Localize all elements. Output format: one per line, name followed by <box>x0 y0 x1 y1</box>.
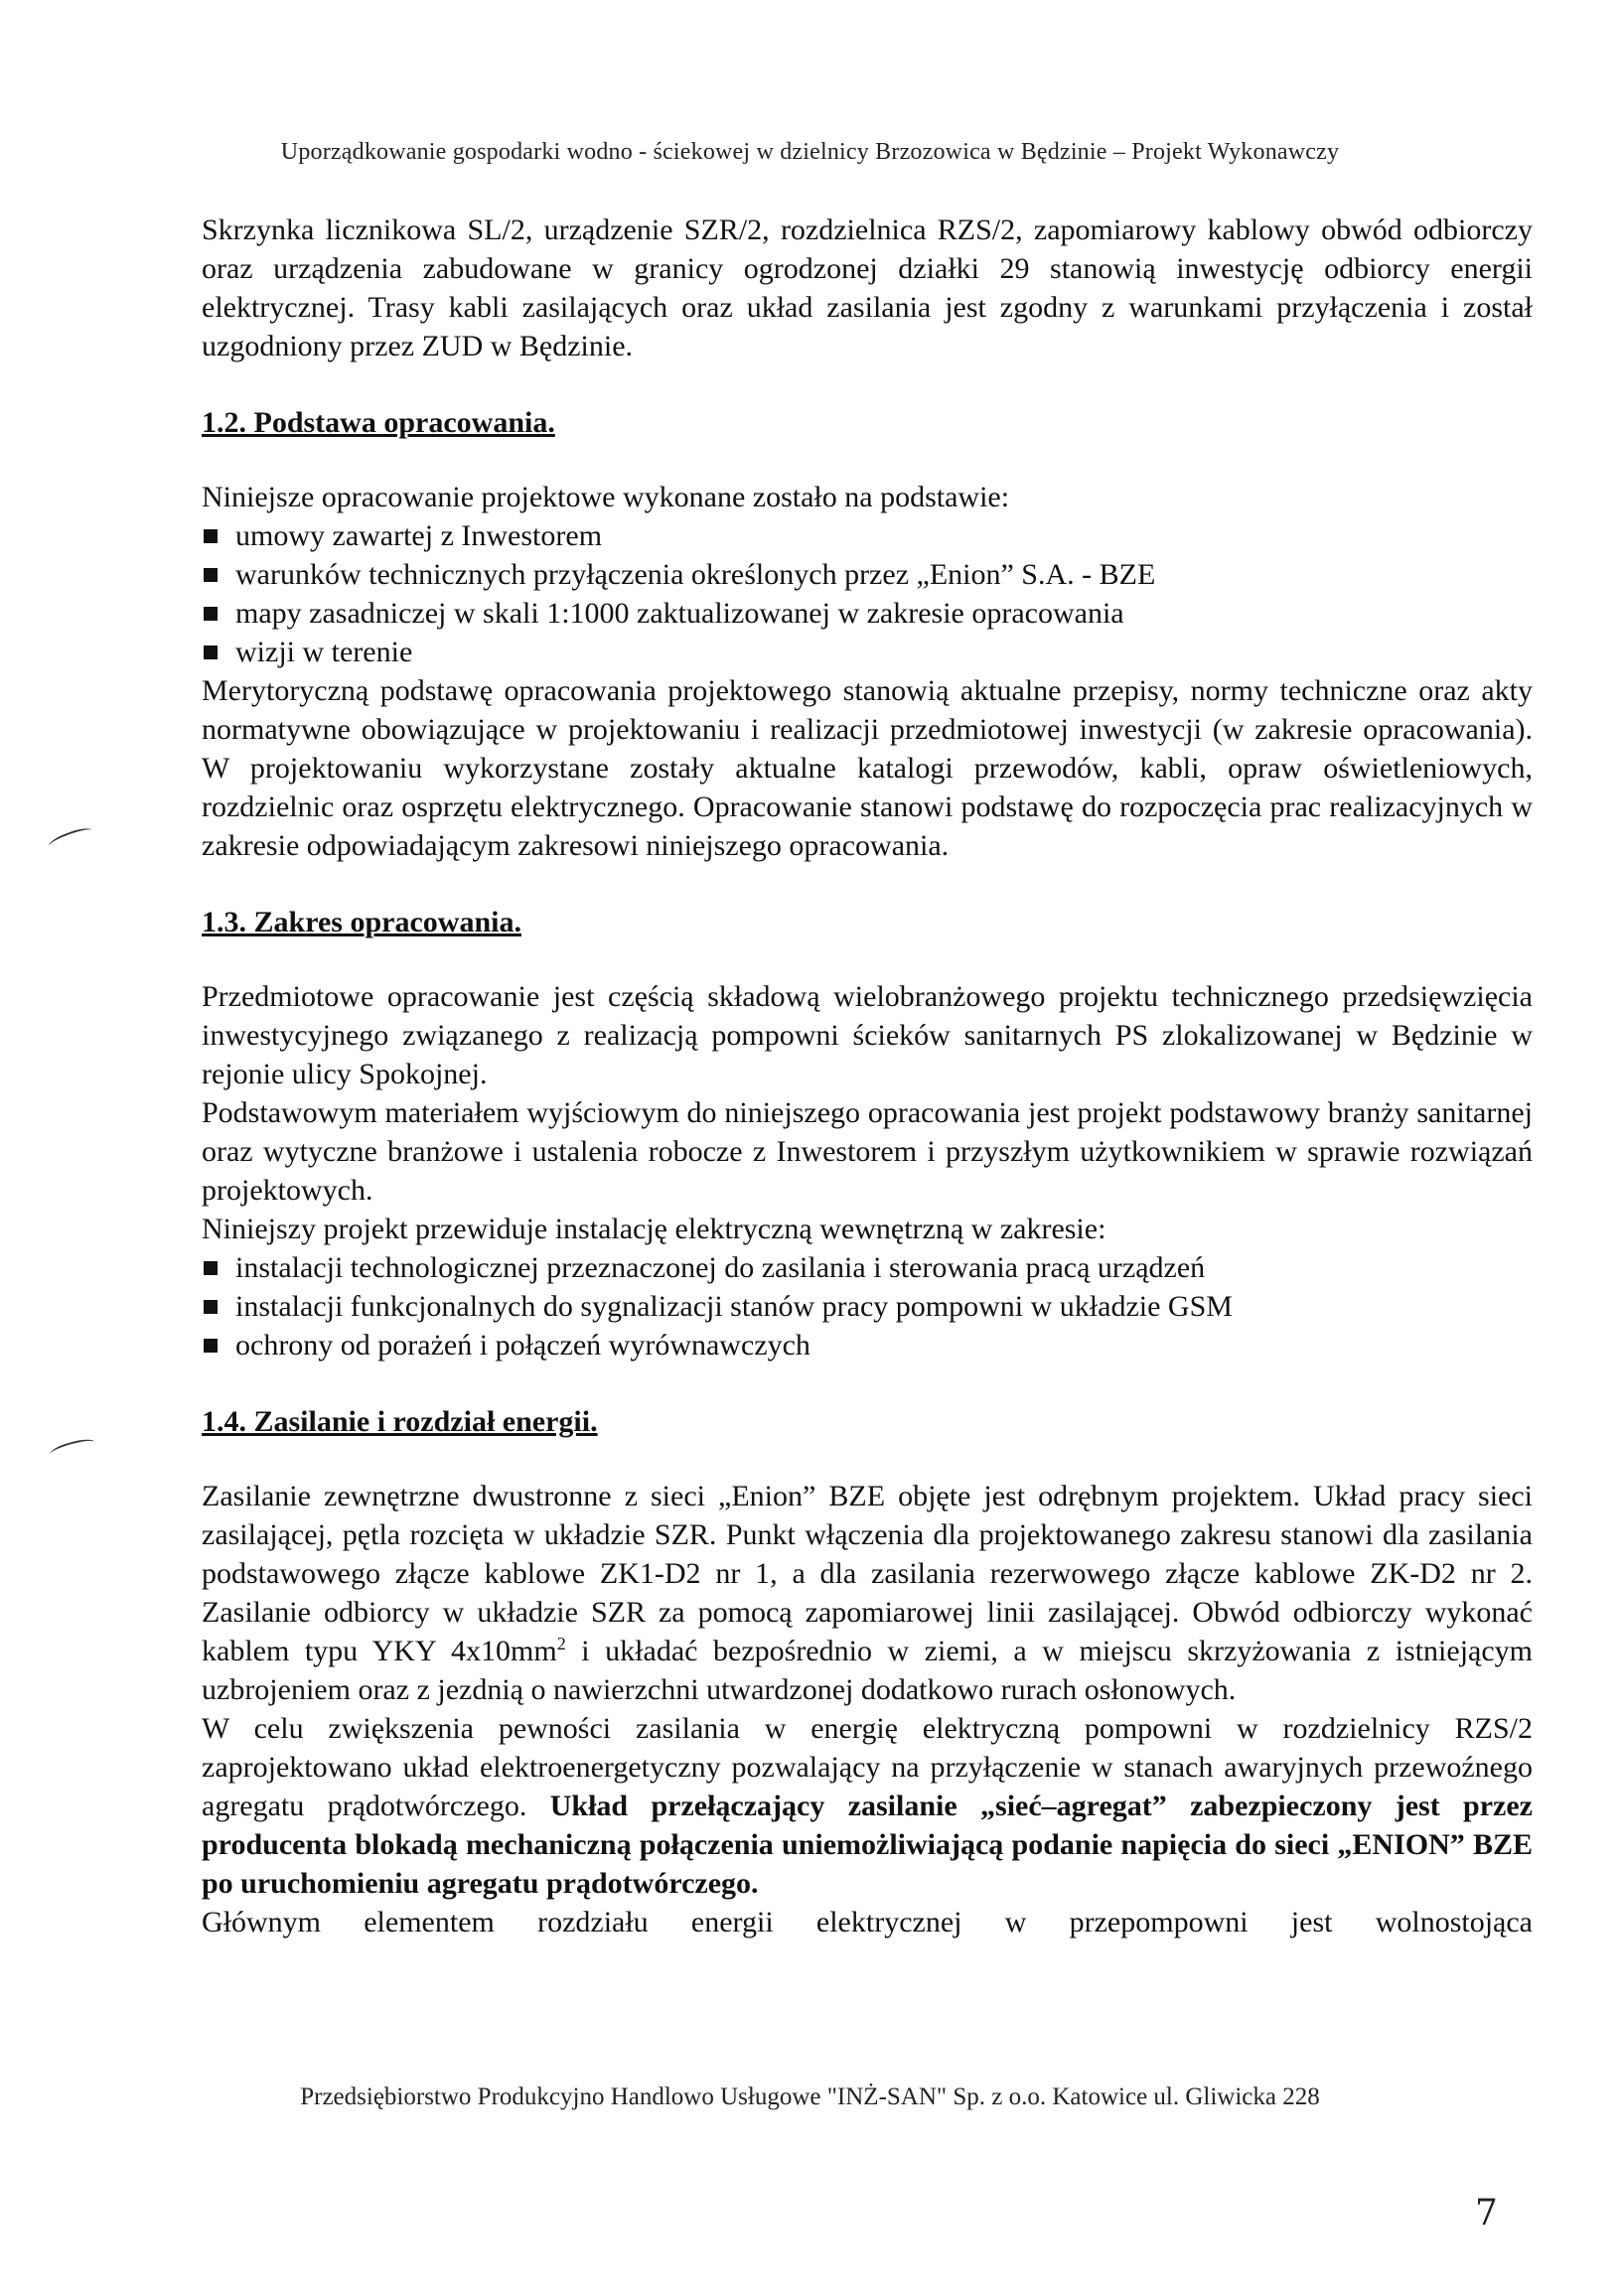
section-1-4-paragraph-3: Głównym elementem rozdziału energii elektrycznej w przepompowni jest wolnostojąca <box>202 1906 1533 1938</box>
running-header: Uporządkowanie gospodarki wodno - ściekowej w dzielnicy Brzozowica w Będzinie – Projekt Wykonawczy <box>280 139 1340 165</box>
list-item: umowy zawartej z Inwestorem <box>202 516 1533 555</box>
square-bullet-icon <box>204 1261 218 1275</box>
section-1-3-paragraph-1: Przedmiotowe opracowanie jest częścią składową wielobranżowego projektu technicznego przedsięwzięcia inwestycyjnego związanego z realizacją pompowni ścieków sanitarnych PS zlokalizowanej w Będzinie w rejonie ulicy Spokojnej. <box>202 980 1533 1090</box>
section-1-3-lead: Niniejszy projekt przewiduje instalację elektryczną wewnętrzną w zakresie: <box>202 1213 1106 1245</box>
section-heading-1-2: 1.2. Podstawa opracowania. <box>202 406 555 439</box>
list-item: instalacji funkcjonalnych do sygnalizacji stanów pracy pompowni w układzie GSM <box>202 1287 1533 1326</box>
square-bullet-icon <box>204 646 218 659</box>
square-bullet-icon <box>204 529 218 543</box>
square-bullet-icon <box>204 607 218 621</box>
list-item: ochrony od porażeń i połączeń wyrównawczych <box>202 1326 1533 1364</box>
list-item: warunków technicznych przyłączenia określonych przez „Enion” S.A. - BZE <box>202 555 1533 594</box>
scope-list <box>202 1248 1533 1364</box>
list-item: mapy zasadniczej w skali 1:1000 zaktualizowanej w zakresie opracowania <box>202 594 1533 633</box>
margin-mark <box>47 824 93 851</box>
intro-paragraph: Skrzynka licznikowa SL/2, urządzenie SZR/2, rozdzielnica RZS/2, zapomiarowy kablowy obwód odbiorczy oraz urządzenia zabudowane w granicy ogrodzonej działki 29 stanowią inwestycję odbiorcy energii elektrycznej. Trasy kabli zasilających oraz układ zasilania jest zgodny z warunkami przyłączenia i został uzgodniony przez ZUD w Będzinie. <box>202 214 1533 362</box>
margin-mark <box>49 1436 96 1459</box>
square-bullet-icon <box>204 1339 218 1353</box>
page-number: 7 <box>1475 2193 1498 2233</box>
section-1-2-paragraph: Merytoryczną podstawę opracowania projektowego stanowią aktualne przepisy, normy techniczne oraz akty normatywne obowiązujące w projektowaniu i realizacji przedmiotowej inwestycji (w zakresie opracowania). W projektowaniu wykorzystane zostały aktualne katalogi przewodów, kabli, opraw oświetleniowych, rozdzielnic oraz osprzętu elektrycznego. Opracowanie stanowi podstawę do rozpoczęcia prac realizacyjnych w zakresie odpowiadającym zakresowi niniejszego opracowania. <box>202 674 1533 862</box>
list-item: wizji w terenie <box>202 633 1533 671</box>
document-body <box>202 211 1533 1941</box>
square-bullet-icon <box>204 568 218 582</box>
section-1-3-paragraph-2: Podstawowym materiałem wyjściowym do niniejszego opracowania jest projekt podstawowy branży sanitarnej oraz wytyczne branżowe i ustalenia robocze z Inwestorem i przyszłym użytkownikiem w sprawie rozwiązań projektowych. <box>202 1096 1533 1207</box>
section-1-2-lead: Niniejsze opracowanie projektowe wykonane zostało na podstawie: <box>202 481 1010 513</box>
list-item: instalacji technologicznej przeznaczonej do zasilania i sterowania pracą urządzeń <box>202 1248 1533 1287</box>
square-bullet-icon <box>204 1300 218 1314</box>
section-1-4-paragraph-1: Zasilanie zewnętrzne dwustronne z sieci „Enion” BZE objęte jest odrębnym projektem. Układ pracy sieci zasilającej, pętla rozcięta w układzie SZR. Punkt włączenia dla projektowanego zakresu stanowi dla zasilania podstawowego złącze kablowe ZK1-D2 nr 1, a dla zasilania rezerwowego złącze kablowe ZK-D2 nr 2. Zasilanie odbiorcy w układzie SZR za pomocą zapomiarowej linii zasilającej. Obwód odbiorczy wykonać kablem typu YKY $4x10mm^2$ i układać bezpośrednio w ziemi, a w miejscu skrzyżowania z istniejącym uzbrojeniem oraz z jezdnią o nawierzchni utwardzonej dodatkowo rurach osłonowych. <box>202 1480 1533 1706</box>
section-heading-1-3: 1.3. Zakres opracowania. <box>202 906 521 938</box>
section-1-4-paragraph-2: W celu zwiększenia pewności zasilania w energię elektryczną pompowni w rozdzielnicy RZS/2 zaprojektowano układ elektroenergetyczny pozwalający na przyłączenie w stanach awaryjnych przewoźnego agregatu prądotwórczego. Układ przełączający zasilanie „sieć–agregat” zabezpieczony jest przez producenta blokadą mechaniczną połączenia uniemożliwiającą podanie napięcia do sieci „ENION” BZE po uruchomieniu agregatu prądotwórczego. <box>202 1712 1534 1900</box>
bold-emphasis: Układ przełączający zasilanie „sieć–agregat” zabezpieczony jest przez producenta blokadą mechaniczną połączenia uniemożliwiającą podanie napięcia do sieci „ENION” BZE po uruchomieniu agregatu prądotwórczego. <box>202 1790 1534 1900</box>
basis-list <box>202 516 1533 671</box>
running-footer: Przedsiębiorstwo Produkcyjno Handlowo Usługowe "INŻ-SAN" Sp. z o.o. Katowice ul. Gliwicka 228 <box>300 2083 1320 2110</box>
section-heading-1-4: 1.4. Zasilanie i rozdział energii. <box>202 1405 598 1438</box>
